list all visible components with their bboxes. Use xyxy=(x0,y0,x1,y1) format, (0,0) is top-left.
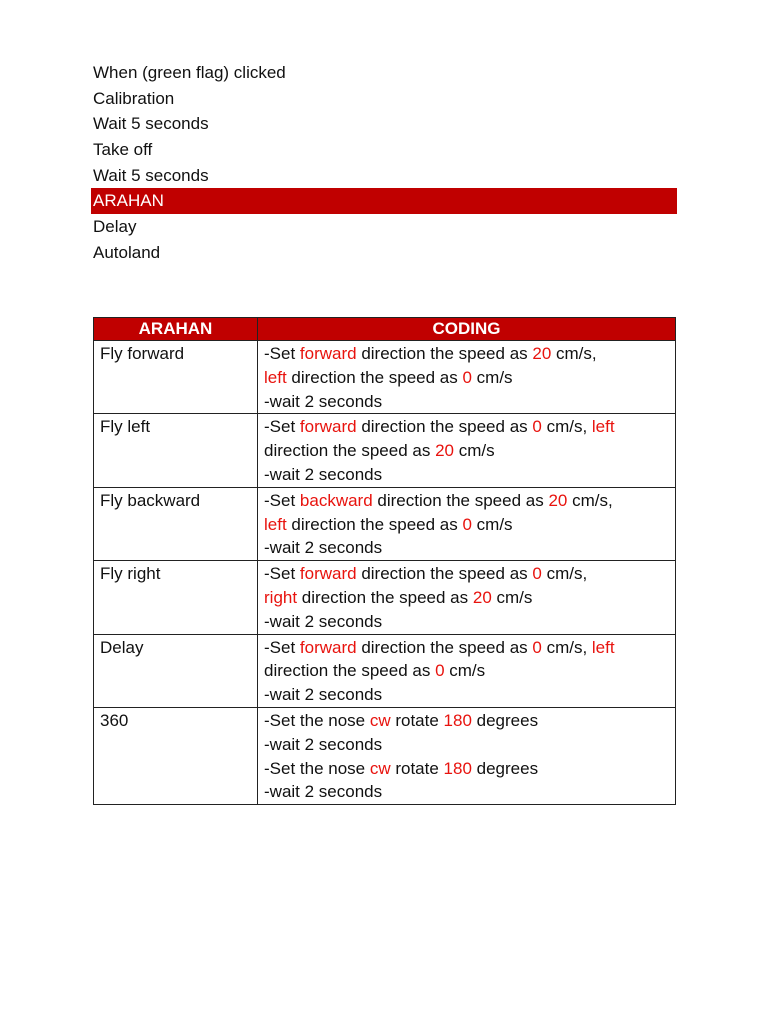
coding-keyword: 0 xyxy=(435,661,445,681)
coding-text: direction the speed as xyxy=(356,417,533,437)
program-step: Wait 5 seconds xyxy=(93,114,209,134)
program-step: Take off xyxy=(93,140,153,160)
coding-text: -Set xyxy=(264,490,300,510)
program-step: Delay xyxy=(93,217,137,237)
coding-keyword: forward xyxy=(299,344,357,363)
coding-keyword: left xyxy=(591,637,615,657)
coding-cell xyxy=(258,561,676,634)
coding-line xyxy=(264,636,669,660)
coding-text: -Set xyxy=(264,637,300,657)
arahan-coding-table xyxy=(93,317,676,805)
coding-cell xyxy=(258,414,676,487)
coding-line xyxy=(264,366,669,390)
header-arahan: ARAHAN xyxy=(94,318,258,341)
coding-text: -wait 2 seconds xyxy=(264,538,383,558)
coding-text: cm/s xyxy=(491,587,533,607)
arahan-cell: Fly right xyxy=(94,561,258,634)
coding-keyword: 0 xyxy=(462,367,472,387)
coding-line xyxy=(264,709,669,733)
coding-keyword: 20 xyxy=(532,344,552,363)
coding-keyword: left xyxy=(264,367,287,387)
coding-text: -wait 2 seconds xyxy=(264,782,383,802)
table-row xyxy=(94,414,676,487)
coding-text: direction the speed as xyxy=(264,661,436,681)
coding-text: cm/s, xyxy=(541,637,592,657)
coding-keyword: backward xyxy=(299,490,373,510)
coding-text: degrees xyxy=(471,758,539,778)
coding-text: -Set xyxy=(264,417,300,437)
coding-text: direction the speed as xyxy=(372,490,549,510)
program-step: Autoland xyxy=(93,242,161,262)
arahan-cell: Fly backward xyxy=(94,487,258,560)
coding-cell xyxy=(258,341,676,414)
coding-keyword: forward xyxy=(299,417,357,437)
coding-text: direction the speed as xyxy=(356,637,533,657)
coding-text: -wait 2 seconds xyxy=(264,464,383,484)
coding-keyword: left xyxy=(591,417,615,437)
coding-line xyxy=(264,780,669,804)
arahan-cell: Fly left xyxy=(94,414,258,487)
coding-line xyxy=(264,586,669,610)
table-row xyxy=(94,561,676,634)
coding-keyword: 0 xyxy=(532,417,542,437)
coding-text: degrees xyxy=(471,710,539,730)
coding-keyword: 0 xyxy=(532,564,542,584)
arahan-cell: Delay xyxy=(94,634,258,707)
arahan-cell: Fly forward xyxy=(94,341,258,414)
coding-text: cm/s, xyxy=(541,417,592,437)
coding-text: direction the speed as xyxy=(356,344,533,363)
coding-line xyxy=(264,757,669,781)
coding-text: direction the speed as xyxy=(286,367,463,387)
coding-keyword: 180 xyxy=(443,758,472,778)
coding-text: -Set xyxy=(264,344,300,363)
coding-line xyxy=(264,562,669,586)
coding-text: -wait 2 seconds xyxy=(264,734,383,754)
coding-line xyxy=(264,390,669,414)
coding-line xyxy=(264,463,669,487)
program-step: Calibration xyxy=(93,88,175,108)
coding-text: cm/s, xyxy=(567,490,613,510)
coding-text: direction the speed as xyxy=(356,564,533,584)
coding-keyword: cw xyxy=(369,758,391,778)
coding-keyword: 20 xyxy=(548,490,568,510)
coding-text: cm/s, xyxy=(551,344,597,363)
table-header xyxy=(94,318,676,341)
coding-text: -wait 2 seconds xyxy=(264,611,383,631)
table-row xyxy=(94,487,676,560)
coding-keyword: 0 xyxy=(532,637,542,657)
coding-keyword: forward xyxy=(299,637,357,657)
table-row xyxy=(94,634,676,707)
coding-line xyxy=(264,415,669,439)
coding-keyword: right xyxy=(264,587,298,607)
coding-text: cm/s xyxy=(471,367,513,387)
coding-keyword: 0 xyxy=(462,514,472,534)
coding-cell xyxy=(258,487,676,560)
coding-keyword: 180 xyxy=(443,710,472,730)
coding-text: rotate xyxy=(390,710,444,730)
coding-text: rotate xyxy=(390,758,444,778)
header-coding: CODING xyxy=(258,318,676,341)
coding-text: direction the speed as xyxy=(297,587,473,607)
coding-line xyxy=(264,659,669,683)
table-body xyxy=(94,341,676,805)
table-row xyxy=(94,341,676,414)
coding-line xyxy=(264,342,669,366)
program-step: When (green flag) clicked xyxy=(93,63,286,82)
coding-line xyxy=(264,733,669,757)
table-row xyxy=(94,707,676,804)
coding-line xyxy=(264,439,669,463)
coding-text: direction the speed as xyxy=(286,514,463,534)
program-step: Wait 5 seconds xyxy=(93,165,209,185)
program-step-highlighted: ARAHAN xyxy=(91,188,677,214)
program-steps-list xyxy=(91,60,677,266)
coding-keyword: cw xyxy=(369,710,391,730)
coding-line xyxy=(264,610,669,634)
coding-line xyxy=(264,683,669,707)
coding-text: -Set xyxy=(264,564,300,584)
arahan-cell: 360 xyxy=(94,707,258,804)
coding-line xyxy=(264,489,669,513)
coding-text: -Set the nose xyxy=(264,710,370,730)
coding-text: cm/s xyxy=(453,441,495,461)
coding-text: cm/s, xyxy=(541,564,588,584)
coding-line xyxy=(264,536,669,560)
coding-keyword: 20 xyxy=(472,587,492,607)
coding-keyword: forward xyxy=(299,564,357,584)
coding-text: cm/s xyxy=(444,661,486,681)
coding-keyword: 20 xyxy=(435,441,454,461)
coding-line xyxy=(264,513,669,537)
coding-cell xyxy=(258,707,676,804)
coding-cell xyxy=(258,634,676,707)
coding-text: -wait 2 seconds xyxy=(264,391,383,411)
table-header-row xyxy=(94,318,676,341)
coding-text: -Set the nose xyxy=(264,758,370,778)
coding-keyword: left xyxy=(264,514,287,534)
coding-text: -wait 2 seconds xyxy=(264,685,383,705)
coding-text: direction the speed as xyxy=(264,441,436,461)
coding-text: cm/s xyxy=(471,514,513,534)
